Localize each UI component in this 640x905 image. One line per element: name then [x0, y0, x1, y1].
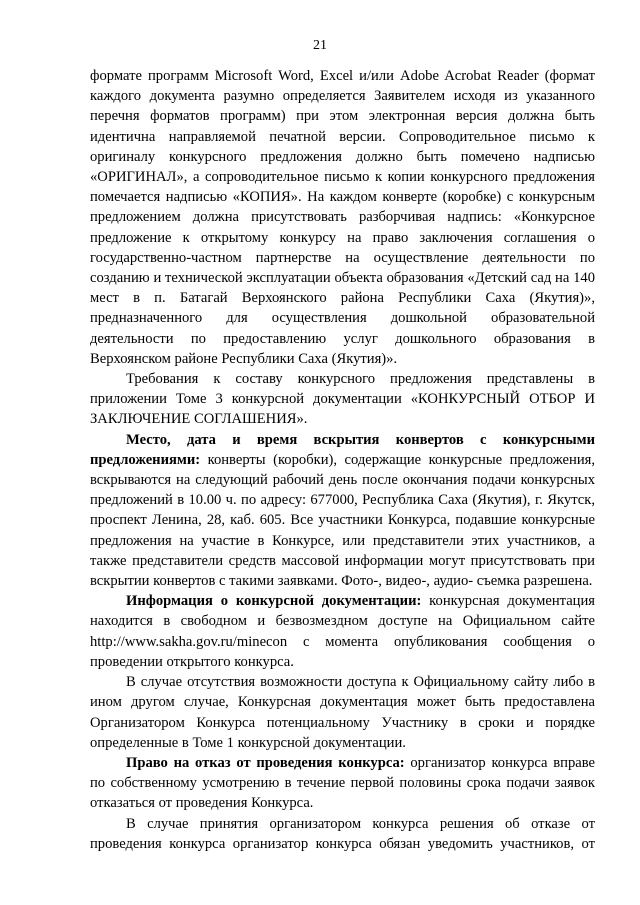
paragraph-heading: Право на отказ от проведения конкурса: [126, 754, 405, 771]
paragraph-no-access [90, 672, 595, 753]
paragraph-requirements [90, 369, 595, 430]
paragraph-text: В случае отсутствия возможности доступа к Официальному сайту либо в ином другом случае, Конкурсная документация может быть предоставлена Организатором Конкурса потенциальному Участнику в сроки и порядке определенные в Томе 1 конкурсной документации. [90, 674, 595, 751]
page-number: 21 [313, 38, 327, 53]
paragraph-text: Требования к составу конкурсного предложения представлены в приложении Томе 3 конкурсной документации «КОНКУРСНЫЙ ОТБОР И ЗАКЛЮЧЕНИЕ СОГЛАШЕНИЯ». [90, 371, 595, 428]
paragraph-text: формате программ Microsoft Word, Excel и/или Adobe Acrobat Reader (формат каждого документа разумно определяется Заявителем исходя из указанного перечня форматов программ) при этом электронная версия должна быть идентична направляемой печатной версии. Сопроводительное письмо к оригиналу конкурсного предложения должно быть помечено надписью «ОРИГИНАЛ», а сопроводительное письмо к копии конкурсного предложения помечается надписью «КОПИЯ». На каждом конверте (коробке) с конкурсным предложением должна присутствовать разборчивая надпись: «Конкурсное предложение к открытому конкурсу на право заключения соглашения о государственно-частном партнерстве на осуществление деятельности по созданию и технической эксплуатации объекта образования «Детский сад на 140 мест в п. Батагай Верхоянского района Республики Саха (Якутия)», предназначенного для осуществления дошкольной образовательной деятельности по предоставлению услуг дошкольного образования в Верхоянском районе Республики Саха (Якутия)». [90, 68, 595, 367]
paragraph-text: конкурсная документация находится в свободном и безвозмездном доступе на Официальном сайте http://www.sakha.gov.ru/minecon с момента опубликования сообщения о проведении открытого конкурса. [90, 593, 595, 670]
document-body [90, 66, 595, 854]
paragraph-heading: Информация о конкурсной документации: [126, 593, 422, 610]
paragraph-text: В случае принятия организатором конкурса решения об отказе от проведения конкурса организатор конкурса обязан уведомить участников, от [90, 815, 595, 852]
paragraph-opening-envelopes [90, 430, 595, 592]
paragraph-right-to-refuse [90, 753, 595, 814]
paragraph-formats [90, 66, 595, 369]
paragraph-documentation-info [90, 591, 595, 672]
paragraph-text: конверты (коробки), содержащие конкурсные предложения, вскрываются на следующий рабочий день после окончания подачи конкурсных предложений в 10.00 ч. по адресу: 677000, Республика Саха (Якутия), г. Якутск, проспект Ленина, 28, каб. 605. Все участники Конкурса, подавшие конкурсные предложения на участие в Конкурсе, или представители этих участников, а также представители средств массовой информации могут присутствовать при вскрытии конвертов с такими заявками. Фото-, видео-, аудио- съемка разрешена. [90, 451, 595, 590]
paragraph-heading: Место, дата и время вскрытия конвертов с конкурсными предложениями: [90, 431, 595, 468]
paragraph-text: организатор конкурса вправе по собственному усмотрению в течение первой половины срока подачи заявок отказаться от проведения Конкурса. [90, 754, 595, 812]
paragraph-refusal-decision [90, 814, 595, 854]
